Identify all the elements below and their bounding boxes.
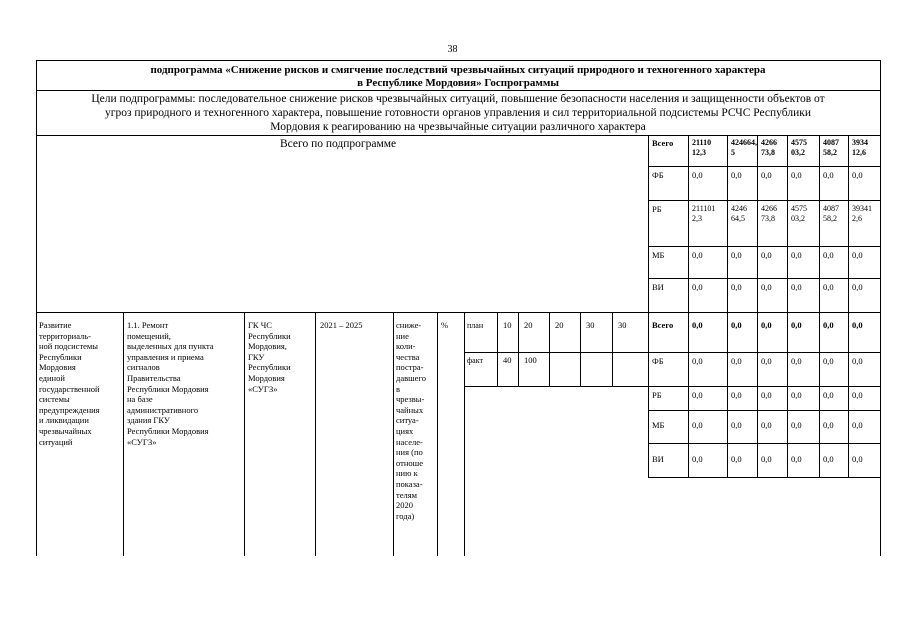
grid-line (757, 135, 758, 312)
activity-event: выделенных для пункта (127, 341, 214, 352)
indicator-text: коли- (396, 341, 416, 352)
grid-line (464, 352, 880, 353)
fin-value: 0,0 (731, 356, 742, 366)
fin-value: 0,0 (823, 454, 834, 464)
indicator-text: сниже- (396, 320, 422, 330)
activity-direction: и ликвидации (39, 415, 89, 426)
fin-value: 0,0 (852, 320, 863, 330)
grid-line (497, 312, 498, 386)
grid-line (315, 312, 316, 556)
fact-value: 100 (524, 355, 537, 365)
grid-line (437, 312, 438, 556)
fin-value: 0,0 (692, 320, 703, 330)
fin-value: 0,0 (692, 356, 703, 366)
fin-value: 73,8 (761, 148, 775, 157)
fin-value: 0,0 (852, 356, 863, 366)
plan-label: план (467, 321, 484, 330)
goals-line3: Мордовия к реагированию на чрезвычайные ситуации различного характера (270, 121, 646, 133)
fin-value: 0,0 (761, 170, 772, 180)
grid-line (648, 443, 880, 444)
fin-source-label: ВИ (652, 282, 664, 292)
fin-value: 03,2 (791, 148, 805, 157)
indicator-text: отноше (396, 457, 423, 468)
fin-source-label: МБ (652, 250, 665, 260)
fin-value: 0,0 (761, 454, 772, 464)
fin-source-label: РБ (652, 204, 662, 214)
subprogram-title-line2: в Республике Мордовия» Госпрограммы (357, 77, 559, 89)
indicator-text: населе- (396, 436, 423, 447)
fin-value: 0,0 (791, 356, 802, 366)
indicator-text: телям (396, 489, 418, 500)
fin-value: 4266 (761, 204, 777, 213)
fin-value: 0,0 (731, 320, 742, 330)
fin-value: 4087 (823, 204, 839, 213)
activity-event: на базе (127, 394, 153, 405)
goals-line1: Цели подпрограммы: последовательное снижение рисков чрезвычайных ситуаций, повышение безопасности населения и защищенности объектов от (91, 93, 825, 105)
activity-event: Республики Мордовия (127, 426, 209, 436)
fin-value: 0,0 (692, 390, 703, 400)
fin-source-label: Всего (652, 320, 674, 330)
table-border-top (36, 60, 880, 61)
grid-line (819, 135, 820, 312)
activity-event: Правительства (127, 373, 181, 383)
fin-value: 0,0 (852, 170, 863, 180)
fin-value: 0,0 (731, 390, 742, 400)
fin-value: 2,6 (852, 214, 862, 223)
fin-value: 4575 (791, 204, 807, 213)
fin-value: 4266 (761, 138, 777, 147)
plan-value: 20 (555, 320, 564, 330)
activity-executor: Республики (248, 362, 291, 373)
grid-line (848, 135, 849, 312)
indicator-text: чества (396, 351, 420, 362)
fin-value: 4246 (731, 204, 747, 213)
activity-direction: единой (39, 373, 65, 383)
grid-line (648, 386, 880, 387)
plan-value: 10 (503, 320, 512, 330)
fin-value: 0,0 (823, 282, 834, 292)
fin-value: 4575 (791, 138, 807, 147)
fin-value: 0,0 (731, 454, 742, 464)
fin-value: 58,2 (823, 148, 837, 157)
fin-source-label: МБ (652, 420, 665, 430)
fact-value: 40 (503, 355, 512, 365)
grid-line (36, 312, 880, 313)
page-number: 38 (447, 44, 458, 55)
grid-line (648, 135, 649, 312)
fin-source-label: ВИ (652, 454, 664, 464)
fin-value: 0,0 (761, 320, 772, 330)
fin-source-label: ФБ (652, 356, 664, 366)
grid-line (787, 312, 788, 477)
indicator-text: в (396, 383, 401, 394)
activity-event: здания ГКУ (127, 415, 170, 426)
indicator-text: 2020 (396, 500, 413, 511)
fin-source-label: ФБ (652, 170, 664, 180)
grid-line (819, 312, 820, 477)
fin-value: 0,0 (823, 420, 834, 430)
fin-value: 0,0 (823, 250, 834, 260)
subprogram-title-line1: подпрограмма «Снижение рисков и смягчение последствий чрезвычайных ситуаций природного и техногенного характера (150, 64, 766, 76)
indicator-text: года) (396, 510, 415, 521)
activity-direction: Республики (39, 351, 82, 362)
activity-direction: Развитие (39, 320, 72, 330)
activity-event: 1.1. Ремонт (127, 320, 169, 330)
fin-value: 0,0 (823, 170, 834, 180)
grid-line (648, 200, 880, 201)
indicator-unit: % (441, 320, 449, 330)
fin-value: 0,0 (852, 282, 863, 292)
fin-value: 0,0 (791, 250, 802, 260)
grid-line (244, 312, 245, 556)
activity-period: 2021 – 2025 (320, 320, 363, 330)
plan-value: 30 (618, 320, 627, 330)
indicator-text: циях (396, 426, 414, 436)
indicator-text: показа- (396, 479, 423, 489)
fin-value: 0,0 (731, 282, 742, 292)
table-border-right (880, 60, 881, 556)
grid-line (464, 386, 648, 387)
indicator-text: чайных (396, 404, 424, 415)
fin-value: 0,0 (761, 282, 772, 292)
fin-value: 0,0 (823, 356, 834, 366)
goals-line2: угроз природного и техногенного характера, повышение готовности органов управления и сил территориальной подсистемы РСЧС Республики (105, 107, 811, 119)
fin-value: 0,0 (731, 170, 742, 180)
plan-value: 30 (586, 320, 595, 330)
grid-line (648, 477, 880, 478)
fin-value: 0,0 (852, 250, 863, 260)
fin-value: 2,3 (692, 214, 702, 223)
activity-direction: системы (39, 394, 70, 405)
grid-line (518, 312, 519, 386)
fin-value: 0,0 (692, 454, 703, 464)
activity-executor: Мордовия, (248, 341, 287, 352)
grid-line (727, 135, 728, 312)
fin-value: 0,0 (852, 454, 863, 464)
activity-direction: территориаль- (39, 330, 91, 341)
indicator-text: давшего (396, 373, 426, 383)
fin-value: 4087 (823, 138, 839, 147)
plan-value: 20 (524, 320, 533, 330)
fin-value: 64,5 (731, 214, 745, 223)
fin-value: 39341 (852, 204, 872, 213)
fin-value: 0,0 (791, 282, 802, 292)
grid-line (648, 312, 649, 477)
fin-value: 0,0 (823, 390, 834, 400)
fin-value: 0,0 (692, 250, 703, 260)
activity-direction: чрезвычайных (39, 426, 92, 436)
grid-line (757, 312, 758, 477)
activity-event: управления и приема (127, 351, 204, 362)
fin-value: 12,6 (852, 148, 866, 157)
grid-line (580, 312, 581, 386)
grid-line (848, 312, 849, 477)
activity-event: административного (127, 404, 199, 415)
grid-line (464, 312, 465, 556)
fin-value: 0,0 (852, 390, 863, 400)
activity-direction: ной подсистемы (39, 341, 99, 352)
indicator-text: нию к (396, 468, 418, 479)
activity-direction: государственной (39, 383, 100, 394)
grid-line (688, 135, 689, 312)
fin-value: 03,2 (791, 214, 805, 223)
total-subprogram-label: Всего по подпрограмме (280, 138, 397, 150)
fin-value: 0,0 (761, 390, 772, 400)
activity-executor: ГКУ (248, 351, 265, 362)
indicator-text: постра- (396, 362, 424, 373)
grid-line (688, 312, 689, 477)
activity-event: сигналов (127, 362, 160, 373)
grid-line (727, 312, 728, 477)
grid-line (123, 312, 124, 556)
fin-value: 0,0 (791, 420, 802, 430)
grid-line (393, 312, 394, 556)
fin-value: 424664, (731, 138, 757, 147)
fin-value: 58,2 (823, 214, 837, 223)
fin-value: 0,0 (761, 250, 772, 260)
fin-value: 0,0 (692, 170, 703, 180)
fin-value: 5 (731, 148, 735, 157)
indicator-text: ния (по (396, 447, 423, 458)
fin-value: 0,0 (823, 320, 834, 330)
activity-event: «СУГЗ» (127, 436, 157, 447)
fin-value: 0,0 (761, 420, 772, 430)
fin-value: 21110 (692, 138, 712, 147)
fin-value: 0,0 (731, 420, 742, 430)
fin-value: 0,0 (692, 420, 703, 430)
activity-direction: предупреждения (39, 404, 100, 415)
fin-value: 0,0 (791, 320, 802, 330)
grid-line (787, 135, 788, 312)
grid-line (648, 278, 880, 279)
indicator-text: чрезвы- (396, 394, 425, 405)
indicator-text: ситуа- (396, 415, 419, 426)
grid-line (36, 90, 880, 91)
activity-event: Республики Мордовия (127, 383, 209, 394)
fin-value: 73,8 (761, 214, 775, 223)
fin-value: 0,0 (791, 170, 802, 180)
activity-event: помещений, (127, 330, 171, 341)
fact-label: факт (467, 356, 484, 365)
fin-source-label: РБ (652, 390, 662, 400)
fin-value: 12,3 (692, 148, 706, 157)
fin-value: 0,0 (791, 390, 802, 400)
fin-value: 0,0 (761, 356, 772, 366)
activity-executor: Республики (248, 330, 291, 341)
fin-value: 211101 (692, 204, 716, 213)
activity-direction: Мордовия (39, 362, 76, 373)
fin-value: 0,0 (692, 282, 703, 292)
fin-source-label: Всего (652, 138, 674, 148)
grid-line (36, 135, 880, 136)
fin-value: 0,0 (731, 250, 742, 260)
indicator-text: ние (396, 330, 409, 341)
grid-line (549, 312, 550, 386)
fin-value: 3934 (852, 138, 868, 147)
activity-executor: Мордовия (248, 373, 285, 383)
activity-executor: «СУГЗ» (248, 383, 278, 394)
activity-direction: ситуаций (39, 436, 73, 447)
grid-line (648, 410, 880, 411)
fin-value: 0,0 (791, 454, 802, 464)
activity-executor: ГК ЧС (248, 320, 272, 330)
fin-value: 0,0 (852, 420, 863, 430)
grid-line (648, 246, 880, 247)
grid-line (612, 312, 613, 386)
grid-line (648, 166, 880, 167)
